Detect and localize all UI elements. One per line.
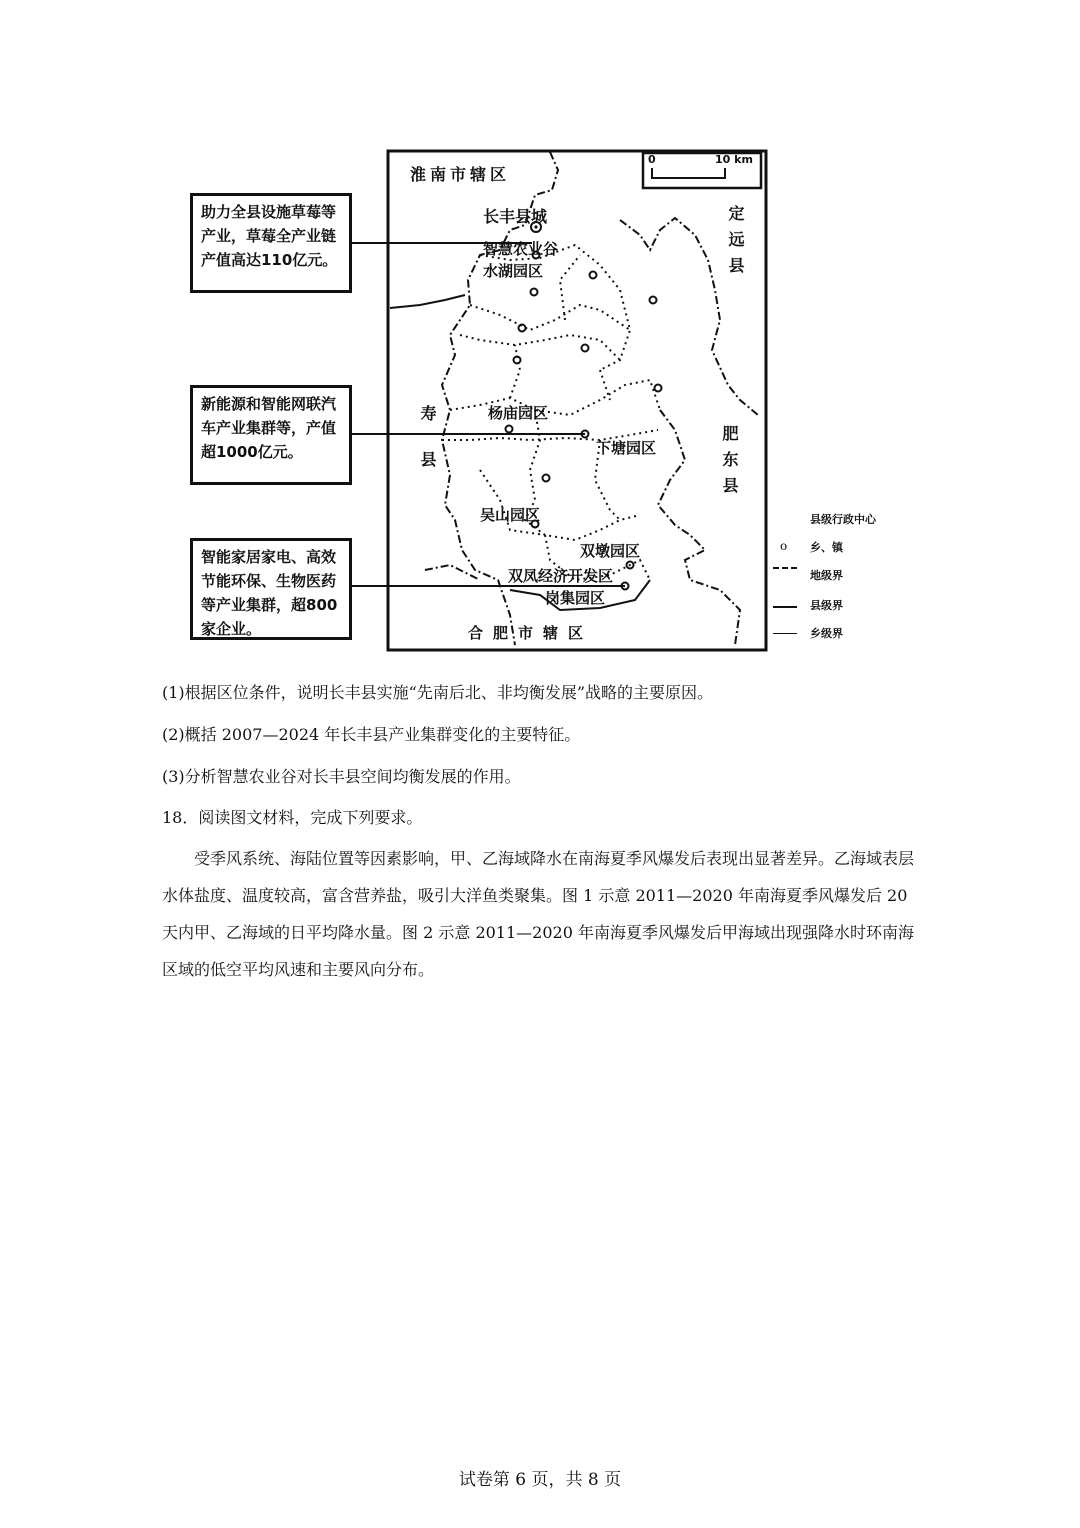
bottom-region-label: 合肥市辖区 <box>468 624 594 642</box>
left-region-label: 寿县 <box>418 405 437 497</box>
callout-smart-home: 智能家居家电、高效节能环保、生物医药等产业集群，超800家企业。 <box>190 538 352 640</box>
callout-strawberry: 助力全县设施草莓等产业，草莓全产业链产值高达110亿元。 <box>190 193 352 293</box>
legend-township-boundary: 乡级界 <box>810 627 843 640</box>
place-shuijiawei: 水湖园区 <box>483 262 544 280</box>
place-shuangdun: 双墩园区 <box>580 542 641 560</box>
place-xiatang: 下塘园区 <box>596 439 657 457</box>
legend-county-center: 县级行政中心 <box>810 513 876 526</box>
question-18-paragraph: 受季风系统、海陆位置等因素影响，甲、乙海域降水在南海夏季风爆发后表现出显著差异。乙海域表层水体盐度、温度较高，富含营养盐，吸引大洋鱼类聚集。图 1 示意 2011—2020 年南海夏季风爆发后 20 天内甲、乙海域的日平均降水量。图 2 示意 2011—2020 年南海夏季风爆发后甲海域出现强降水时环南海区域的低空平均风速和主要风向分布。 <box>162 849 915 979</box>
right-region-upper-label: 定远县 <box>726 205 745 283</box>
legend-prefecture-boundary: 地级界 <box>810 569 843 582</box>
question-3: (3)分析智慧农业谷对长丰县空间均衡发展的作用。 <box>162 767 521 786</box>
callout-ev-cluster: 新能源和智能网联汽车产业集群等，产值超1000亿元。 <box>190 385 352 485</box>
top-region-label: 淮南市辖区 <box>410 165 511 184</box>
question-2: (2)概括 2007—2024 年长丰县产业集群变化的主要特征。 <box>162 725 581 744</box>
place-county-seat: 长丰县城 <box>483 207 548 226</box>
question-1: (1)根据区位条件，说明长丰县实施“先南后北、非均衡发展”战略的主要原因。 <box>162 683 714 702</box>
scale-max: 10 km <box>715 153 753 166</box>
boundary-west-spur <box>390 295 465 308</box>
place-wushan: 吴山园区 <box>480 506 541 524</box>
question-18-title: 18．阅读图文材料，完成下列要求。 <box>162 808 423 827</box>
map-figure <box>180 140 770 660</box>
boundary-south-west <box>425 565 480 580</box>
scale-bar <box>652 168 725 178</box>
place-agri-valley: 智慧农业谷 <box>483 240 559 258</box>
place-shuangfeng: 双凤经济开发区 <box>508 567 614 585</box>
place-yangmiao: 杨庙园区 <box>488 404 549 422</box>
page-footer: 试卷第 6 页，共 8 页 <box>458 1470 622 1490</box>
legend-township: 乡、镇 <box>810 541 843 554</box>
legend-county-boundary: 县级界 <box>810 599 843 612</box>
township-boundaries <box>442 245 660 580</box>
right-region-lower-label: 肥东县 <box>720 425 739 503</box>
scale-zero: 0 <box>648 153 656 166</box>
place-gangji: 岗集园区 <box>545 589 606 607</box>
